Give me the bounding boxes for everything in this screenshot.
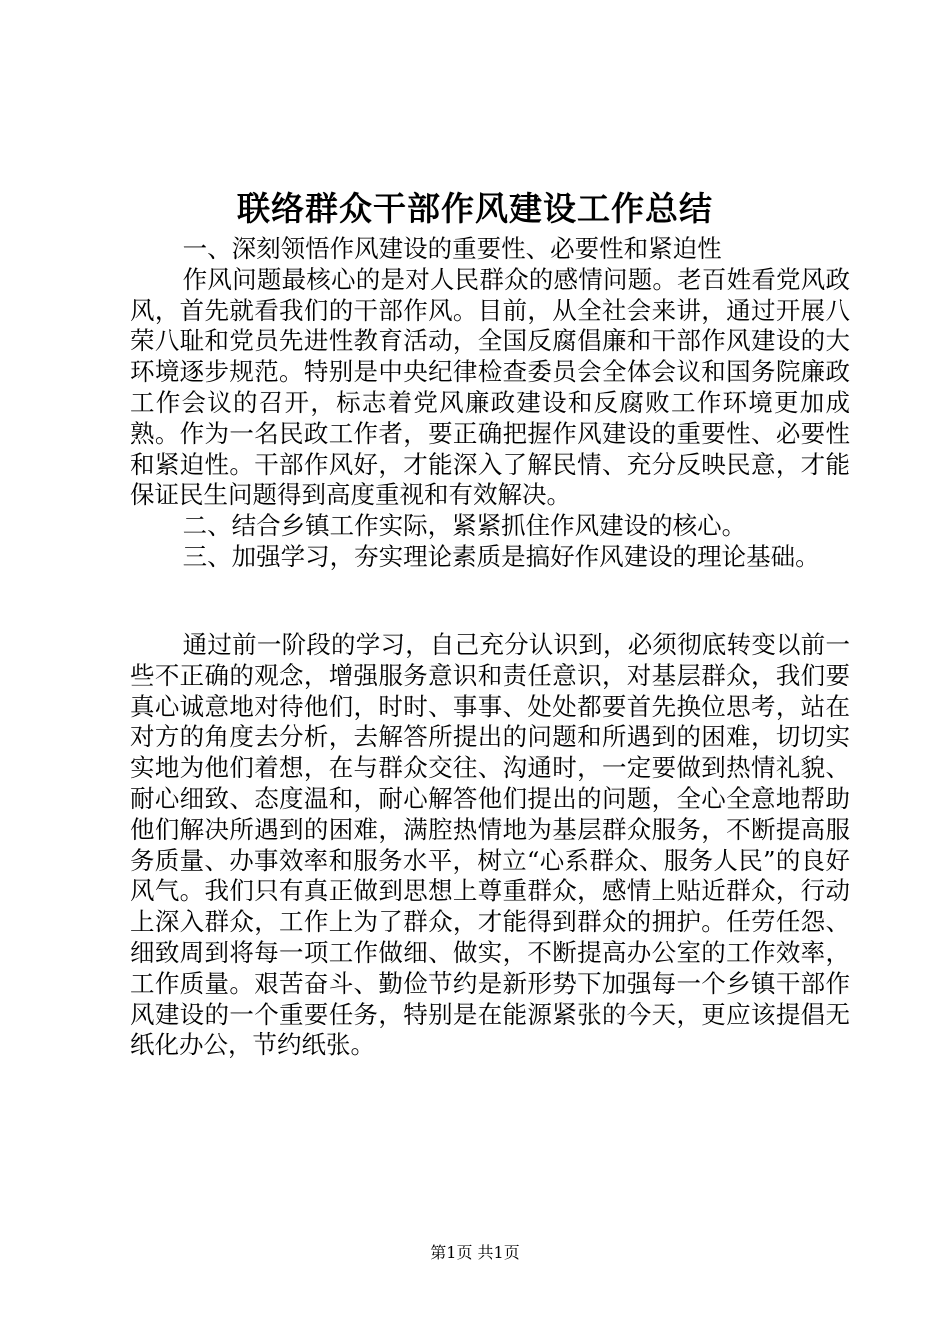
closing-paragraph: 通过前一阶段的学习，自己充分认识到，必须彻底转变以前一些不正确的观念，增强服务意识和责任意识，对基层群众，我们要真心诚意地对待他们，时时、事事、处处都要首先换位思考，站在对方的角度去分析，去解答所提出的问题和所遇到的困难，切切实实地为他们着想，在与群众交往、沟通时，一定要做到热情礼貌、耐心细致、态度温和，耐心解答他们提出的问题，全心全意地帮助他们解决所遇到的困难，满腔热情地为基层群众服务，不断提高服务质量、办事效率和服务水平，树立“心系群众、服务人民”的良好风气。我们只有真正做到思想上尊重群众，感情上贴近群众，行动上深入群众，工作上为了群众，才能得到群众的拥护。任劳任怨、细致周到将每一项工作做细、做实，不断提高办公室的工作效率，工作质量。艰苦奋斗、勤俭节约是新形势下加强每一个乡镇干部作风建设的一个重要任务，特别是在能源紧张的今天，更应该提倡无纸化办公，节约纸张。 — [130, 630, 850, 1060]
section-2-heading: 二、结合乡镇工作实际，紧紧抓住作风建设的核心。 — [182, 511, 747, 541]
section-3-heading: 三、加强学习，夯实理论素质是搞好作风建设的理论基础。 — [182, 541, 820, 571]
page-indicator: 第1页 共1页 — [430, 1243, 520, 1262]
document-body-top — [130, 234, 850, 573]
section-1-paragraph: 作风问题最核心的是对人民群众的感情问题。老百姓看党风政风，首先就看我们的干部作风。目前，从全社会来讲，通过开展八荣八耻和党员先进性教育活动，全国反腐倡廉和干部作风建设的大环境逐步规范。特别是中央纪律检查委员会全体会议和国务院廉政工作会议的召开，标志着党风廉政建设和反腐败工作环境更加成熟。作为一名民政工作者，要正确把握作风建设的重要性、必要性和紧迫性。干部作风好，才能深入了解民情、充分反映民意，才能保证民生问题得到高度重视和有效解决。 — [130, 264, 850, 510]
document-body-bottom — [130, 630, 850, 1061]
document-title: 联络群众干部作风建设工作总结 — [237, 189, 713, 228]
section-1-heading: 一、深刻领悟作风建设的重要性、必要性和紧迫性 — [182, 234, 722, 263]
